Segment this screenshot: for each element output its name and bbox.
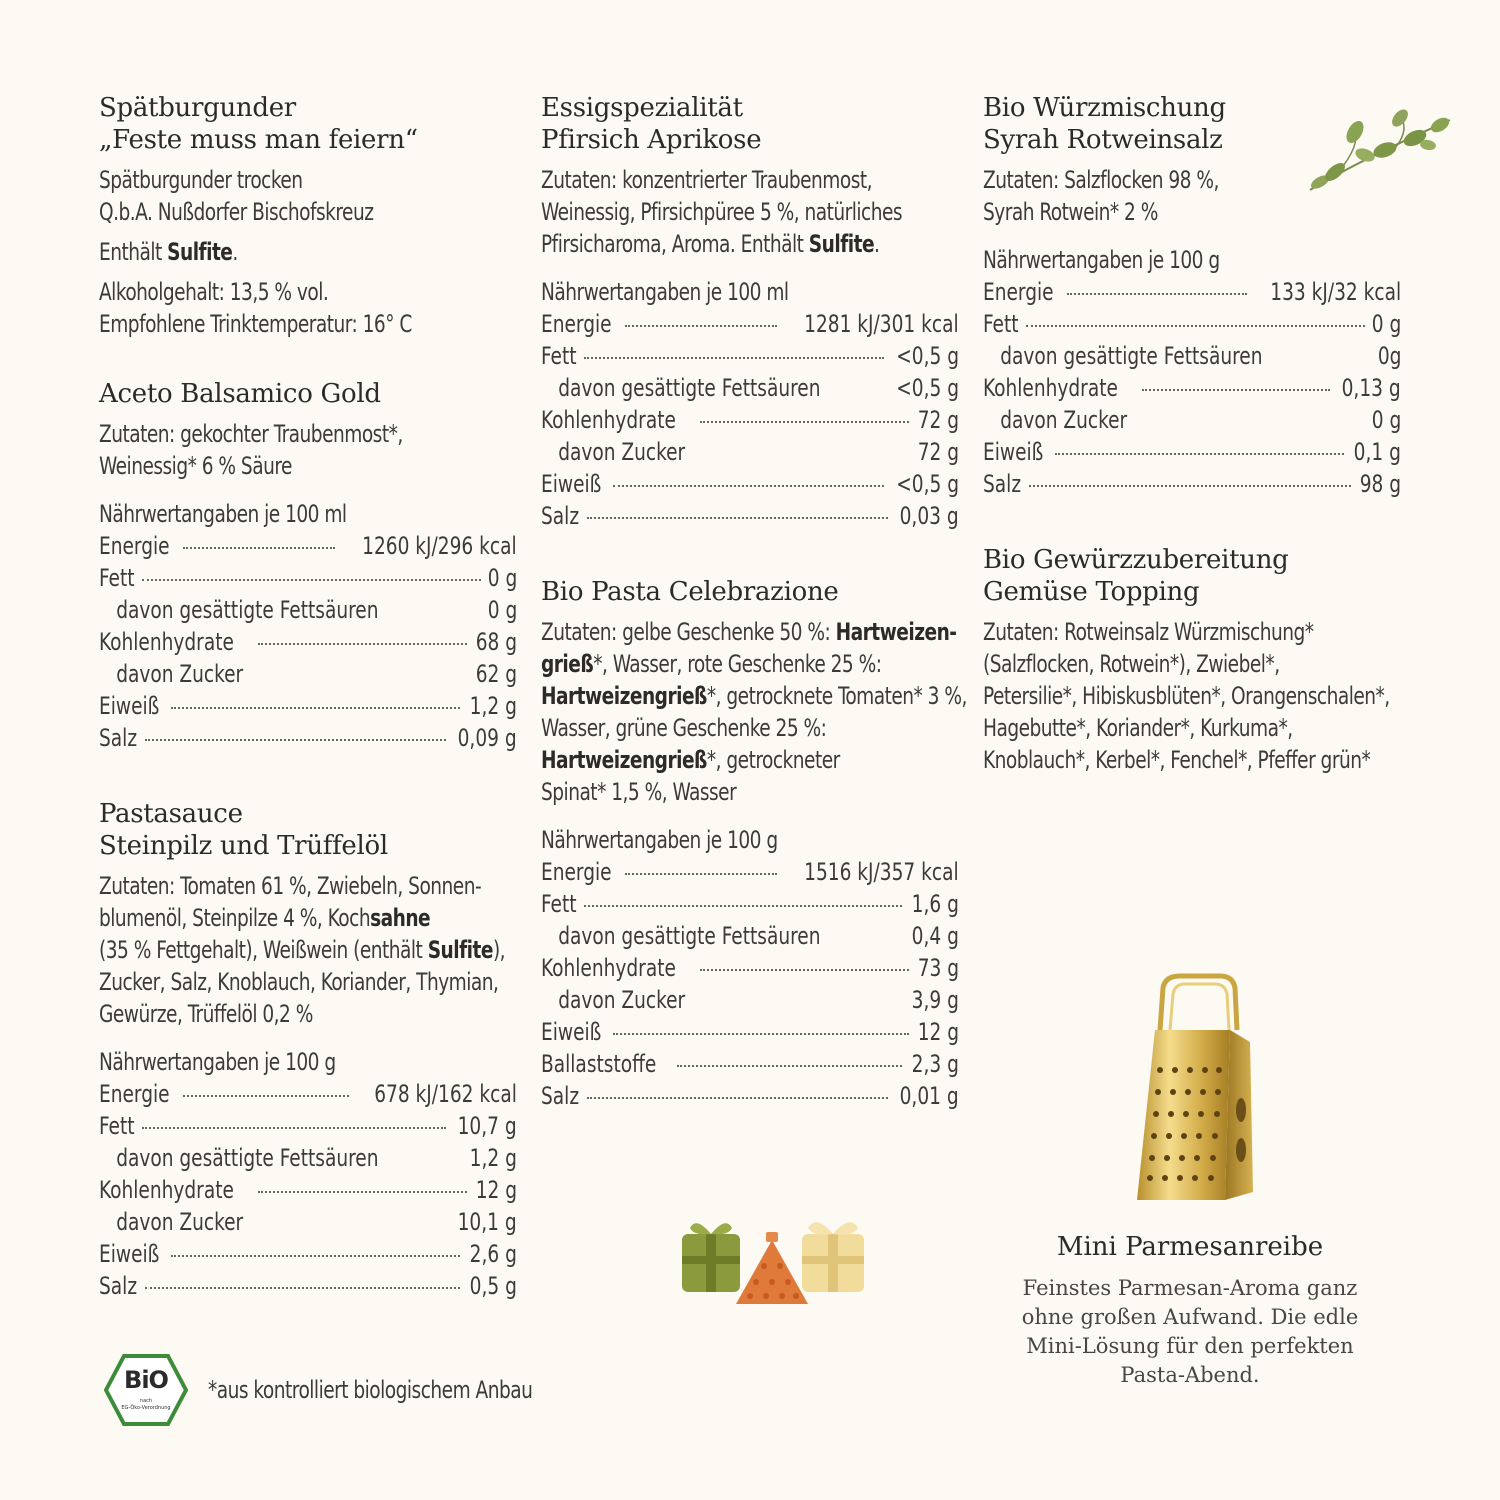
nutrient-value: 1,2 g xyxy=(469,1144,517,1172)
product-title xyxy=(541,576,961,608)
dot-leader xyxy=(1029,485,1351,487)
nutrient-value: 1281 kJ/301 kcal xyxy=(804,310,959,338)
nutrient-label: Eiweiß xyxy=(99,692,160,720)
nutrient-label: Fett xyxy=(541,342,577,370)
dot-leader xyxy=(584,357,884,359)
nutrient-value: 0 g xyxy=(487,564,517,592)
product-description xyxy=(983,616,1404,776)
product-description xyxy=(541,164,962,308)
nutrient-label: davon gesättigte Fettsäuren xyxy=(116,1144,379,1172)
nutrient-label: Fett xyxy=(99,564,135,592)
nutrition-row xyxy=(541,468,959,500)
nutrient-value: 0g xyxy=(1377,342,1401,370)
nutrition-row xyxy=(541,1080,959,1112)
nutrition-row xyxy=(99,1174,517,1206)
nutrition-row xyxy=(99,626,517,658)
nutrient-label: davon Zucker xyxy=(558,438,686,466)
nutrition-row xyxy=(99,1142,517,1174)
dot-leader xyxy=(142,1127,446,1129)
dot-leader xyxy=(142,579,480,581)
nutrient-value: 3,9 g xyxy=(911,986,959,1014)
product-title xyxy=(99,798,519,862)
dot-leader xyxy=(613,485,884,487)
nutrition-table xyxy=(99,1078,517,1302)
dot-leader xyxy=(700,969,909,971)
text-line: blumenöl, Steinpilze 4 %, Kochsahne xyxy=(99,904,431,932)
dot-leader xyxy=(1055,453,1344,455)
nutrient-value: 72 g xyxy=(917,406,959,434)
dot-leader xyxy=(584,905,902,907)
dot-leader xyxy=(258,643,467,645)
dot-leader xyxy=(677,1065,902,1067)
text-line: Hagebutte*, Koriander*, Kurkuma*, xyxy=(983,714,1293,742)
nutrition-row xyxy=(541,308,959,340)
dot-leader xyxy=(1142,389,1331,391)
grater-image xyxy=(1125,970,1265,1210)
feature-title: Mini Parmesanreibe xyxy=(1056,1232,1324,1262)
text-line: Weinessig, Pfirsichpüree 5 %, natürliches xyxy=(541,198,903,226)
nutrient-value: 98 g xyxy=(1359,470,1401,498)
nutrient-value: 73 g xyxy=(917,954,959,982)
nutrition-row xyxy=(99,690,517,722)
dot-leader xyxy=(171,707,460,709)
nutrition-row xyxy=(541,984,959,1016)
nutrition-row xyxy=(983,468,1401,500)
nutrition-row xyxy=(99,1270,517,1302)
nutrient-label: Energie xyxy=(99,1080,170,1108)
nutrient-value: <0,5 g xyxy=(896,374,959,402)
nutrient-label: Eiweiß xyxy=(541,1018,602,1046)
nutrition-row xyxy=(99,530,517,562)
text-line: (Salzflocken, Rotwein*), Zwiebel*, xyxy=(983,650,1280,678)
nutrient-label: Fett xyxy=(983,310,1019,338)
nutrient-value: 10,7 g xyxy=(457,1112,517,1140)
dot-leader xyxy=(183,1095,349,1097)
nutrient-value: 12 g xyxy=(475,1176,517,1204)
text-line: Q.b.A. Nußdorfer Bischofskreuz xyxy=(99,198,374,226)
dot-leader xyxy=(145,739,446,741)
bio-logo-text: BiO xyxy=(124,1366,168,1394)
title-line: Syrah Rotweinsalz xyxy=(983,125,1223,155)
nutrition-row xyxy=(983,276,1401,308)
nutrition-row xyxy=(541,952,959,984)
nutrition-row xyxy=(983,372,1401,404)
nutrient-value: 678 kJ/162 kcal xyxy=(374,1080,517,1108)
product-description xyxy=(541,616,967,856)
nutrient-value: 1516 kJ/357 kcal xyxy=(804,858,959,886)
nutrition-row xyxy=(541,340,959,372)
title-line: Pfirsich Aprikose xyxy=(541,125,762,155)
nutrient-label: davon gesättigte Fettsäuren xyxy=(1000,342,1263,370)
nutrition-row xyxy=(99,1110,517,1142)
nutrient-value: 72 g xyxy=(917,438,959,466)
title-line: Bio Pasta Celebrazione xyxy=(541,577,839,607)
nutrition-row xyxy=(99,1206,517,1238)
column-2 xyxy=(541,92,967,1112)
nutrient-value: 0,13 g xyxy=(1341,374,1401,402)
nutrient-value: 133 kJ/32 kcal xyxy=(1270,278,1401,306)
dot-leader xyxy=(1026,325,1364,327)
text-line: Empfohlene Trinktemperatur: 16° C xyxy=(99,310,412,338)
nutrient-value: 10,1 g xyxy=(457,1208,517,1236)
nutrition-row xyxy=(541,1016,959,1048)
dot-leader xyxy=(587,1097,888,1099)
text-line: Zutaten: Tomaten 61 %, Zwiebeln, Sonnen- xyxy=(99,872,482,900)
text-line: Syrah Rotwein* 2 % xyxy=(983,198,1158,226)
nutrition-row xyxy=(983,404,1401,436)
nutrition-row xyxy=(99,658,517,690)
nutrition-row xyxy=(541,372,959,404)
nutrition-row xyxy=(983,436,1401,468)
nutrient-label: Fett xyxy=(541,890,577,918)
organic-footnote: *aus kontrolliert biologischem Anbau xyxy=(208,1376,533,1404)
bio-logo-subtext: EG-Öko-Verordnung xyxy=(121,1405,171,1411)
dot-leader xyxy=(145,1287,460,1289)
nutrient-label: Fett xyxy=(99,1112,135,1140)
title-line: Pastasauce xyxy=(99,799,243,829)
nutrient-label: Eiweiß xyxy=(541,470,602,498)
nutrient-label: Ballaststoffe xyxy=(541,1050,657,1078)
nutrition-row xyxy=(541,888,959,920)
nutrient-label: Energie xyxy=(541,858,612,886)
nutrition-table xyxy=(983,276,1401,500)
nutrition-row xyxy=(541,1048,959,1080)
nutrition-row xyxy=(541,856,959,888)
title-line: Gemüse Topping xyxy=(983,577,1200,607)
dot-leader xyxy=(258,1191,467,1193)
nutrient-label: Salz xyxy=(541,502,580,530)
text-line: Spinat* 1,5 %, Wasser xyxy=(541,778,737,806)
text-line: Weinessig* 6 % Säure xyxy=(99,452,292,480)
nutrition-row xyxy=(99,562,517,594)
nutrition-table xyxy=(541,308,959,532)
title-line: Bio Gewürzzubereitung xyxy=(983,545,1289,575)
nutrient-value: 62 g xyxy=(475,660,517,688)
bio-logo-subtext: nach xyxy=(139,1398,153,1404)
nutrient-label: Kohlenhydrate xyxy=(983,374,1118,402)
nutrient-value: 0,4 g xyxy=(911,922,959,950)
nutrition-header: Nährwertangaben je 100 g xyxy=(99,1048,336,1076)
product-title xyxy=(99,92,519,156)
pasta-gifts-image xyxy=(676,1212,872,1308)
nutrition-header: Nährwertangaben je 100 g xyxy=(541,826,778,854)
text-line: Wasser, grüne Geschenke 25 %: xyxy=(541,714,827,742)
column-1 xyxy=(99,92,519,1302)
nutrition-table xyxy=(99,530,517,754)
text-line: ohne großen Aufwand. Die edle xyxy=(1021,1305,1359,1329)
dot-leader xyxy=(171,1255,460,1257)
title-line: „Feste muss man feiern“ xyxy=(99,125,418,155)
nutrient-label: Energie xyxy=(983,278,1054,306)
nutrient-label: Salz xyxy=(983,470,1022,498)
product-title xyxy=(541,92,961,156)
nutrient-label: Salz xyxy=(541,1082,580,1110)
text-line: grieß*, Wasser, rote Geschenke 25 %: xyxy=(541,650,882,678)
text-line: Pfirsicharoma, Aroma. Enthält Sulfite. xyxy=(541,230,880,258)
nutrient-label: Kohlenhydrate xyxy=(541,406,676,434)
nutrient-label: davon Zucker xyxy=(1000,406,1128,434)
title-line: Bio Würzmischung xyxy=(983,93,1226,123)
nutrient-value: <0,5 g xyxy=(896,342,959,370)
nutrient-value: 0,1 g xyxy=(1353,438,1401,466)
nutrient-label: Energie xyxy=(541,310,612,338)
bio-logo xyxy=(104,1354,188,1426)
nutrient-label: davon Zucker xyxy=(116,1208,244,1236)
nutrient-value: 0 g xyxy=(487,596,517,624)
nutrition-header: Nährwertangaben je 100 ml xyxy=(99,500,347,528)
text-line: Pasta-Abend. xyxy=(1120,1363,1260,1387)
dot-leader xyxy=(625,873,777,875)
text-line: Zutaten: gelbe Geschenke 50 %: Hartweizen- xyxy=(541,618,957,646)
nutrient-label: Kohlenhydrate xyxy=(541,954,676,982)
feature-description xyxy=(990,1274,1390,1390)
product-description xyxy=(99,870,520,1078)
nutrient-value: 0,01 g xyxy=(899,1082,959,1110)
nutrient-value: <0,5 g xyxy=(896,470,959,498)
dot-leader xyxy=(1067,293,1247,295)
title-line: Aceto Balsamico Gold xyxy=(99,379,381,409)
nutrient-value: 0,09 g xyxy=(457,724,517,752)
nutrient-value: 0 g xyxy=(1371,310,1401,338)
dot-leader xyxy=(587,517,888,519)
text-line: Zutaten: gekochter Traubenmost*, xyxy=(99,420,403,448)
nutrition-row xyxy=(541,436,959,468)
product-title xyxy=(983,544,1403,608)
title-line: Steinpilz und Trüffelöl xyxy=(99,831,388,861)
nutrition-row xyxy=(99,594,517,626)
nutrition-table xyxy=(541,856,959,1112)
dot-leader xyxy=(700,421,909,423)
nutrition-row xyxy=(99,1078,517,1110)
text-line: Alkoholgehalt: 13,5 % vol. xyxy=(99,278,329,306)
nutrient-value: 2,3 g xyxy=(911,1050,959,1078)
nutrient-value: 12 g xyxy=(917,1018,959,1046)
product-description xyxy=(99,418,520,530)
text-line: Knoblauch*, Kerbel*, Fenchel*, Pfeffer grün* xyxy=(983,746,1371,774)
nutrient-label: Eiweiß xyxy=(983,438,1044,466)
nutrition-row xyxy=(541,500,959,532)
nutrient-label: davon Zucker xyxy=(558,986,686,1014)
nutrient-value: 1260 kJ/296 kcal xyxy=(362,532,517,560)
nutrient-value: 2,6 g xyxy=(469,1240,517,1268)
product-title xyxy=(99,378,519,410)
nutrient-label: davon Zucker xyxy=(116,660,244,688)
text-line: Zutaten: konzentrierter Traubenmost, xyxy=(541,166,873,194)
text-line: Zutaten: Rotweinsalz Würzmischung* xyxy=(983,618,1314,646)
nutrient-value: 0 g xyxy=(1371,406,1401,434)
text-line: (35 % Fettgehalt), Weißwein (enthält Sulfite), xyxy=(99,936,506,964)
dot-leader xyxy=(613,1033,909,1035)
nutrition-row xyxy=(541,920,959,952)
nutrient-label: Eiweiß xyxy=(99,1240,160,1268)
nutrient-label: Salz xyxy=(99,1272,138,1300)
nutrient-value: 1,2 g xyxy=(469,692,517,720)
title-line: Essigspezialität xyxy=(541,93,743,123)
nutrition-row xyxy=(983,340,1401,372)
text-line: Zutaten: Salzflocken 98 %, xyxy=(983,166,1219,194)
text-line: Hartweizengrieß*, getrockneter xyxy=(541,746,840,774)
dot-leader xyxy=(183,547,335,549)
text-line: Enthält Sulfite. xyxy=(99,238,238,266)
nutrient-label: davon gesättigte Fettsäuren xyxy=(558,922,821,950)
nutrient-label: davon gesättigte Fettsäuren xyxy=(116,596,379,624)
feature-block xyxy=(990,1232,1390,1390)
nutrition-header: Nährwertangaben je 100 g xyxy=(983,246,1220,274)
text-line: Gewürze, Trüffelöl 0,2 % xyxy=(99,1000,313,1028)
nutrient-label: Kohlenhydrate xyxy=(99,628,234,656)
nutrition-row xyxy=(99,1238,517,1270)
thyme-sprig-image xyxy=(1300,100,1460,200)
text-line: Mini-Lösung für den perfekten xyxy=(1026,1334,1354,1358)
text-line: Spätburgunder trocken xyxy=(99,166,303,194)
nutrition-row xyxy=(541,404,959,436)
text-line: Hartweizengrieß*, getrocknete Tomaten* 3 %, xyxy=(541,682,967,710)
nutrient-value: 1,6 g xyxy=(911,890,959,918)
nutrition-row xyxy=(983,308,1401,340)
text-line: Zucker, Salz, Knoblauch, Koriander, Thymian, xyxy=(99,968,499,996)
nutrient-value: 68 g xyxy=(475,628,517,656)
nutrient-value: 0,5 g xyxy=(469,1272,517,1300)
nutrient-value: 0,03 g xyxy=(899,502,959,530)
nutrition-header: Nährwertangaben je 100 ml xyxy=(541,278,789,306)
dot-leader xyxy=(625,325,777,327)
nutrient-label: Salz xyxy=(99,724,138,752)
title-line: Spätburgunder xyxy=(99,93,296,123)
nutrient-label: Energie xyxy=(99,532,170,560)
text-line: Petersilie*, Hibiskusblüten*, Orangenschalen*, xyxy=(983,682,1390,710)
text-line: Feinstes Parmesan-Aroma ganz xyxy=(1022,1276,1358,1300)
product-description xyxy=(99,164,520,340)
nutrient-label: davon gesättigte Fettsäuren xyxy=(558,374,821,402)
nutrition-row xyxy=(99,722,517,754)
nutrient-label: Kohlenhydrate xyxy=(99,1176,234,1204)
